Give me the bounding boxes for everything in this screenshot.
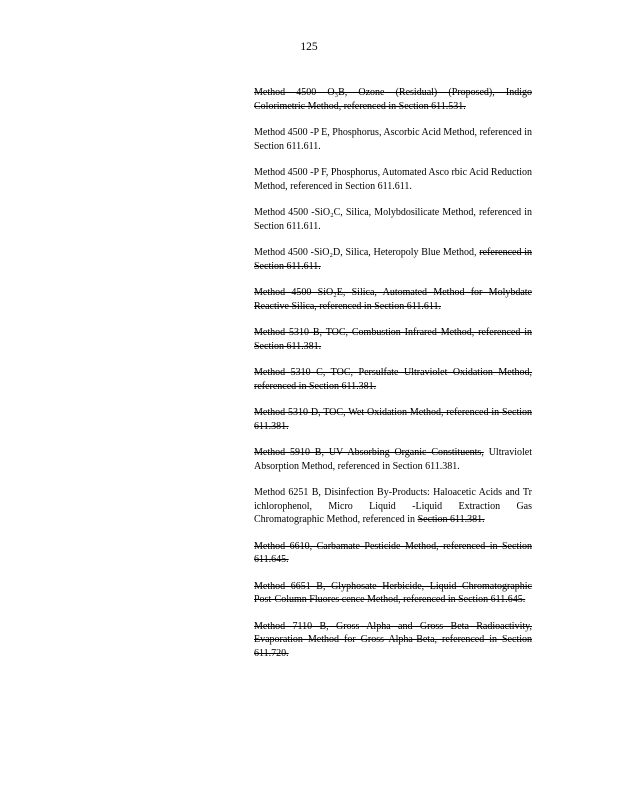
method-entry-uv-absorbing [254, 446, 532, 473]
method-entry-gross-alpha: Method 7110 B, Gross Alpha and Gross Beta Radioactivity, Evaporation Method for Gross Alpha-Beta, referenced in Section 611.720. [254, 620, 532, 659]
method-entry-ozone: Method 4500 O₃B, Ozone (Residual) (Proposed), Indigo Colorimetric Method, referenced in Section 611.531. [254, 87, 532, 112]
method-entry-toc-d: Method 5310 D, TOC, Wet Oxidation Method, referenced in Section 611.381. [254, 407, 532, 432]
method-entry-glyphosate: Method 6651 B, Glyphosate Herbicide, Liquid Chromatographic Post-Column Fluores cence Method, referenced in Section 611.645. [254, 580, 532, 605]
method-entry-carbamate: Method 6610, Carbamate Pesticide Method, referenced in Section 611.645. [254, 540, 532, 565]
method-entry-toc-b: Method 5310 B, TOC, Combustion Infrared Method, referenced in Section 611.381. [254, 327, 532, 352]
method-entry-uv-second: Ultraviolet Absorption Method, referenced in Section 611.381. [254, 447, 533, 472]
method-entry-disinfection-struck: Section 611.381. [417, 514, 485, 525]
method-entry-phosphorus-e: Method 4500 -P E, Phosphorus, Ascorbic Acid Method, referenced in Section 611.611. [254, 127, 532, 152]
method-entry-silica-c: Method 4500 -SiO₂C, Silica, Molybdosilicate Method, referenced in Section 611.611. [254, 207, 532, 232]
method-entry-toc-c: Method 5310 C, TOC, Persulfate Ultraviolet Oxidation Method, referenced in Section 611.381. [254, 367, 532, 392]
method-entry-silica-d [254, 246, 532, 273]
method-entry-uv-struck: Method 5910 B, UV Absorbing Organic Constituents, [254, 447, 484, 458]
method-entry-phosphorus-f: Method 4500 -P F, Phosphorus, Automated Asco rbic Acid Reduction Method, referenced in Section 611.611. [254, 167, 532, 192]
method-entry-disinfection [254, 486, 532, 527]
method-entry-silica-d-first: Method 4500 -SiO₂D, Silica, Heteropoly Blue Method, [254, 247, 477, 258]
method-list [254, 86, 532, 673]
method-entry-silica-d-struck: referenced in Section 611.611. [254, 247, 532, 272]
method-entry-disinfection-first: Method 6251 B, Disinfection By-Products: Haloacetic Acids and Tr ichlorophenol, Micro Liquid -Liquid Extraction Gas Chromatographic Method, referenced in [254, 487, 532, 525]
method-entry-silica-e: Method 4500 SiO₂E, Silica, Automated Method for Molybdate Reactive Silica, referenced in Section 611.611. [254, 287, 532, 312]
page-number: 125 [300, 41, 318, 53]
